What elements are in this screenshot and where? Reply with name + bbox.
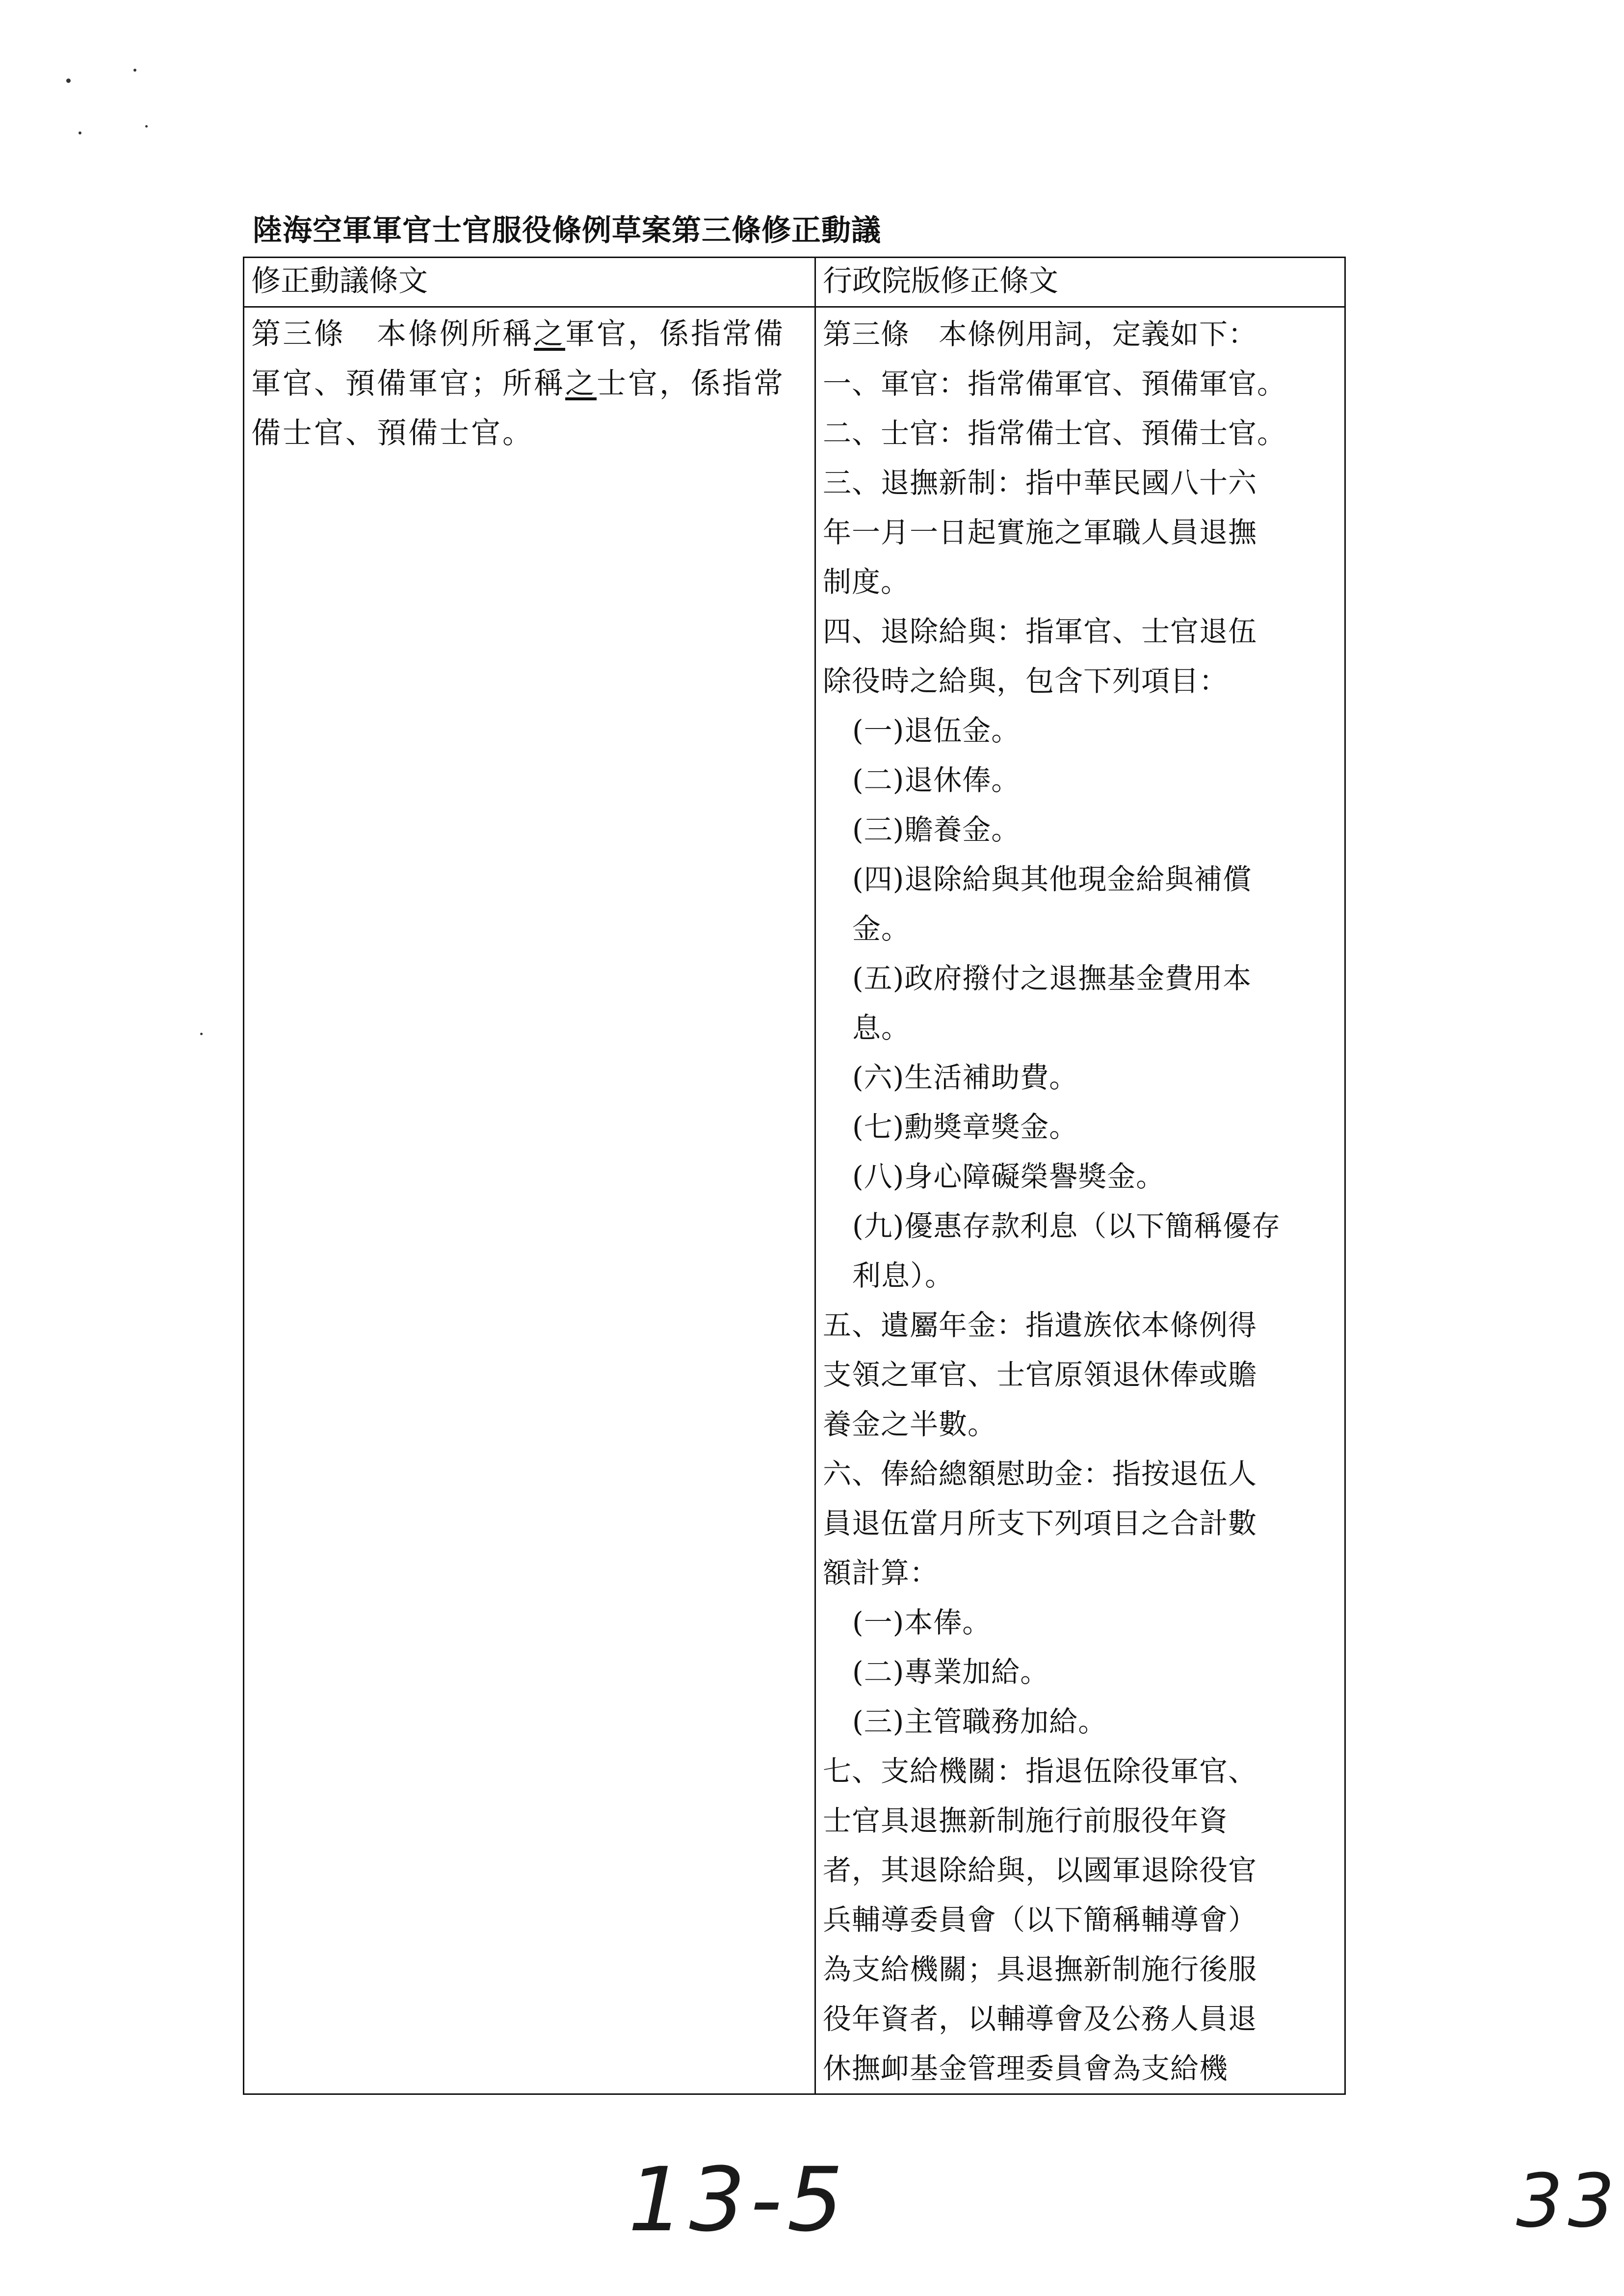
executive-text-line: 年一月一日起實施之軍職人員退撫 (823, 516, 1257, 549)
executive-text-line: (七)勳獎章獎金。 (852, 1110, 1078, 1144)
executive-text-line: (二)退休俸。 (852, 763, 1021, 797)
executive-text-line: (一)退伍金。 (852, 714, 1021, 747)
executive-text-line: (一)本俸。 (852, 1606, 992, 1639)
amendment-article-text (251, 310, 808, 458)
executive-text-line: 員退伍當月所支下列項目之合計數 (823, 1507, 1257, 1540)
executive-text-line: 三、退撫新制：指中華民國八十六 (823, 466, 1257, 499)
executive-article-text (823, 310, 1337, 2093)
executive-text-line: 兵輔導委員會（以下簡稱輔導會） (823, 1903, 1257, 1936)
executive-text-line: 者，其退除給與，以國軍退除役官 (823, 1853, 1257, 1887)
table-header-row (244, 258, 1345, 307)
executive-text-line: (五)政府撥付之退撫基金費用本 (852, 962, 1252, 995)
header-amendment: 修正動議條文 (244, 258, 815, 307)
executive-text-line: (三)贍養金。 (852, 813, 1021, 846)
executive-text-line: (八)身心障礙榮譽獎金。 (852, 1160, 1165, 1193)
handwritten-page-ref: 13-5 (628, 2149, 848, 2251)
comparison-table (243, 257, 1346, 2095)
underlined-insertion: 之 (534, 317, 565, 351)
page-title: 陸海空軍軍官士官服役條例草案第三條修正動議 (253, 213, 881, 248)
scan-speck (145, 125, 148, 128)
executive-text-line: 利息）。 (852, 1259, 954, 1292)
underlined-insertion: 之 (565, 366, 597, 401)
executive-text-line: 息。 (852, 1011, 911, 1044)
executive-text-line: (九)優惠存款利息（以下簡稱優存 (852, 1209, 1281, 1243)
executive-text-line: 休撫卹基金管理委員會為支給機 (823, 2052, 1229, 2085)
executive-text-line: 除役時之給與，包含下列項目： (823, 664, 1229, 698)
executive-text-line: (四)退除給與其他現金給與補償 (852, 862, 1252, 896)
executive-text-line: 為支給機關；具退撫新制施行後服 (823, 1953, 1257, 1986)
executive-text-line: 士官具退撫新制施行前服役年資 (823, 1804, 1229, 1837)
header-executive-version: 行政院版修正條文 (815, 258, 1345, 307)
executive-text-line: 第三條 本條例用詞，定義如下： (823, 317, 1257, 351)
executive-text-line: 支領之軍官、士官原領退休俸或贍 (823, 1358, 1257, 1391)
executive-text-line: 一、軍官：指常備軍官、預備軍官。 (823, 367, 1286, 400)
executive-text-line: (六)生活補助費。 (852, 1061, 1078, 1094)
executive-text-line: 五、遺屬年金：指遺族依本條例得 (823, 1308, 1257, 1342)
executive-text-line: 額計算： (823, 1556, 939, 1590)
executive-text-line: 七、支給機關：指退伍除役軍官、 (823, 1754, 1257, 1788)
amendment-text-part: 士官，係指常備士官、預備士官。 (251, 366, 785, 450)
amendment-text-cell (244, 307, 815, 2094)
scan-speck (79, 131, 81, 134)
executive-text-line: 四、退除給與：指軍官、士官退伍 (823, 615, 1257, 648)
amendment-text-part: 軍官，係指常備軍官、預備軍官；所稱 (251, 317, 785, 401)
executive-text-line: (二)專業加給。 (852, 1655, 1049, 1689)
scan-speck (200, 1033, 203, 1035)
executive-text-cell (815, 307, 1345, 2094)
table-body-row (244, 307, 1345, 2094)
scan-speck (66, 78, 71, 83)
scan-speck (133, 69, 136, 72)
executive-text-line: (三)主管職務加給。 (852, 1705, 1107, 1738)
amendment-text-part: 第三條 本條例所稱 (251, 317, 534, 351)
executive-text-line: 金。 (852, 912, 911, 945)
handwritten-page-number: 33 (1516, 2159, 1620, 2244)
executive-text-line: 六、俸給總額慰助金：指按退伍人 (823, 1457, 1257, 1490)
executive-text-line: 養金之半數。 (823, 1408, 997, 1441)
executive-text-line: 二、士官：指常備士官、預備士官。 (823, 417, 1286, 450)
executive-text-line: 制度。 (823, 565, 910, 599)
executive-text-line: 役年資者，以輔導會及公務人員退 (823, 2002, 1257, 2035)
